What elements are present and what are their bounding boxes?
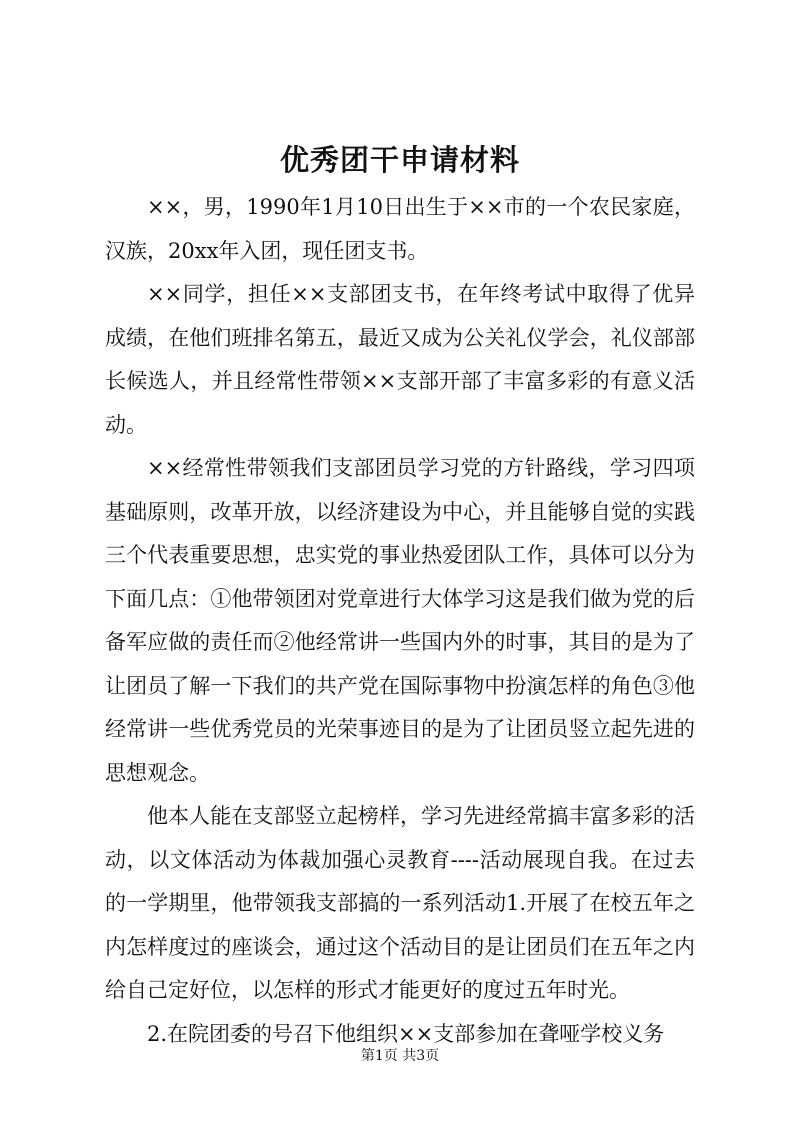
paragraph-2: ××同学，担任××支部团支书，在年终考试中取得了优异成绩，在他们班排名第五，最近又成为公关礼仪学会，礼仪部部长候选人，并且经常性带领××支部开部了丰富多彩的有意义活动。 [105, 282, 695, 437]
document-body [105, 186, 695, 1056]
paragraph-5: 2.在院团委的号召下他组织××支部参加在聋哑学校义务 [147, 1021, 665, 1046]
paragraph-3: ××经常性带领我们支部团员学习党的方针路线，学习四项基础原则，改革开放，以经济建设为中心，并且能够自觉的实践三个代表重要思想，忠实党的事业热爱团队工作，具体可以分为下面几点：①他带领团对党章进行大体学习这是我们做为党的后备军应做的责任而②他经常讲一些国内外的时事，其目的是为了让团员了解一下我们的共产党在国际事物中扮演怎样的角色③他经常讲一些优秀党员的光荣事迹目的是为了让团员竖立起先进的思想观念。 [105, 456, 695, 785]
page-indicator: 第1页 共3页 [360, 1048, 440, 1064]
paragraph-4: 他本人能在支部竖立起榜样，学习先进经常搞丰富多彩的活动，以文体活动为体裁加强心灵教育----活动展现自我。在过去的一学期里，他带领我支部搞的一系列活动1.开展了在校五年之内怎样度过的座谈会，通过这个活动目的是让团员们在五年之内给自己定好位，以怎样的形式才能更好的度过五年时光。 [105, 804, 695, 1002]
document-title: 优秀团干申请材料 [279, 143, 520, 177]
paragraph-1: ××，男，1990年1月10日出生于××市的一个农民家庭，汉族，20xx年入团，现任团支书。 [105, 195, 695, 263]
